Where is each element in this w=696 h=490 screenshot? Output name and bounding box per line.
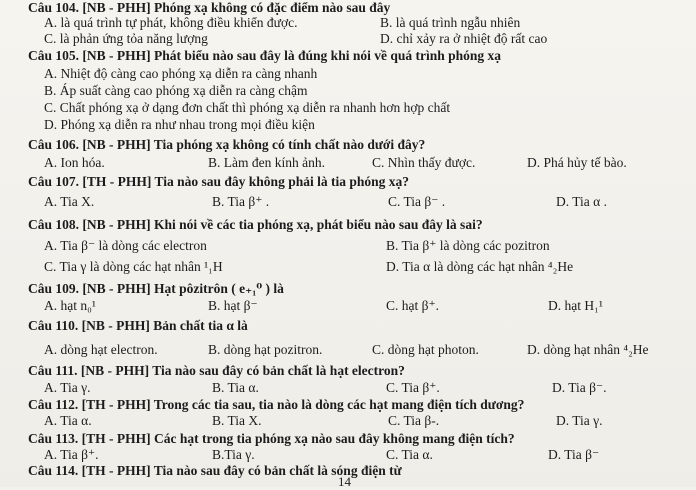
question-104-option-a: A. là quá trình tự phát, không điều khiển được. (44, 15, 298, 30)
question-112-option-a: A. Tia α. (44, 413, 92, 428)
question-112-option-d: D. Tia γ. (556, 413, 603, 428)
question-107-option-c: C. Tia β⁻ . (388, 194, 446, 209)
question-107-option-b: B. Tia β⁺ . (212, 194, 270, 209)
question-109-option-c: C. hạt β⁺. (386, 298, 439, 313)
question-104-option-b: B. là quá trình ngẫu nhiên (380, 15, 521, 30)
question-109-option-a: A. hạt n₀¹ (44, 298, 96, 313)
question-113-stem: Câu 113. [TH - PHH] Các hạt trong tia phóng xạ nào sau đây không mang điện tích? (28, 431, 515, 446)
question-105-stem: Câu 105. [NB - PHH] Phát biểu nào sau đây là đúng khi nói về quá trình phóng xạ (28, 48, 501, 63)
question-111-option-d: D. Tia β⁻. (552, 380, 607, 395)
question-105-option-a: A. Nhiệt độ càng cao phóng xạ diễn ra càng nhanh (44, 66, 318, 81)
question-110-option-c: C. dòng hạt photon. (372, 342, 479, 357)
question-112-option-b: B. Tia X. (212, 413, 262, 428)
question-109-stem: Câu 109. [NB - PHH] Hạt pôzitrôn ( e₊₁⁰ ) là (28, 281, 284, 296)
question-104-stem: Câu 104. [NB - PHH] Phóng xạ không có đặc điểm nào sau đây (28, 0, 391, 15)
question-105-option-b: B. Áp suất càng cao phóng xạ diễn ra càng chậm (44, 83, 308, 98)
question-114-stem: Câu 114. [TH - PHH] Tia nào sau đây có bản chất là sóng điện từ (28, 463, 402, 478)
question-110-stem: Câu 110. [NB - PHH] Bản chất tia α là (28, 318, 248, 333)
question-106-option-d: D. Phá hủy tế bào. (527, 155, 627, 170)
question-111-option-c: C. Tia β⁺. (386, 380, 440, 395)
question-108-option-b: B. Tia β⁺ là dòng các pozitron (386, 238, 550, 253)
question-111-stem: Câu 111. [NB - PHH] Tia nào sau đây có bản chất là hạt electron? (28, 363, 405, 378)
question-112-option-c: C. Tia β-. (388, 413, 440, 428)
question-106-stem: Câu 106. [NB - PHH] Tia phóng xạ không có tính chất nào dưới đây? (28, 137, 426, 152)
question-106-option-c: C. Nhìn thấy được. (372, 155, 476, 170)
question-112-stem: Câu 112. [TH - PHH] Trong các tia sau, tia nào là dòng các hạt mang điện tích dương? (28, 397, 525, 412)
question-110-option-d: D. dòng hạt nhân ⁴₂He (527, 342, 649, 357)
page-number: 14 (338, 474, 351, 489)
question-108-option-c: C. Tia γ là dòng các hạt nhân ¹₁H (44, 259, 223, 274)
question-113-option-b: B.Tia γ. (212, 447, 255, 462)
question-106-option-a: A. Ion hóa. (44, 155, 105, 170)
question-107-option-a: A. Tia X. (44, 194, 95, 209)
question-110-option-a: A. dòng hạt electron. (44, 342, 158, 357)
question-109-option-b: B. hạt β⁻ (208, 298, 258, 313)
question-111-option-a: A. Tia γ. (44, 380, 91, 395)
question-113-option-d: D. Tia β⁻ (548, 447, 600, 462)
question-113-option-a: A. Tia β⁺. (44, 447, 99, 462)
question-107-option-d: D. Tia α . (556, 194, 607, 209)
question-108-stem: Câu 108. [NB - PHH] Khi nói về các tia phóng xạ, phát biểu nào sau đây là sai? (28, 217, 483, 232)
question-105-option-d: D. Phóng xạ diễn ra như nhau trong mọi điều kiện (44, 117, 315, 132)
question-111-option-b: B. Tia α. (212, 380, 259, 395)
question-104-option-c: C. là phản ứng tỏa năng lượng (44, 31, 208, 46)
question-109-option-d: D. hạt H₁¹ (548, 298, 603, 313)
question-106-option-b: B. Làm đen kính ảnh. (208, 155, 325, 170)
question-113-option-c: C. Tia α. (386, 447, 433, 462)
question-110-option-b: B. dòng hạt pozitron. (208, 342, 323, 357)
question-104-option-d: D. chỉ xảy ra ở nhiệt độ rất cao (380, 31, 548, 46)
question-108-option-a: A. Tia β⁻ là dòng các electron (44, 238, 207, 253)
question-108-option-d: D. Tia α là dòng các hạt nhân ⁴₂He (386, 259, 574, 274)
question-105-option-c: C. Chất phóng xạ ở dạng đơn chất thì phóng xạ diễn ra nhanh hơn hợp chất (44, 100, 451, 115)
question-107-stem: Câu 107. [TH - PHH] Tia nào sau đây không phải là tia phóng xạ? (28, 174, 409, 189)
